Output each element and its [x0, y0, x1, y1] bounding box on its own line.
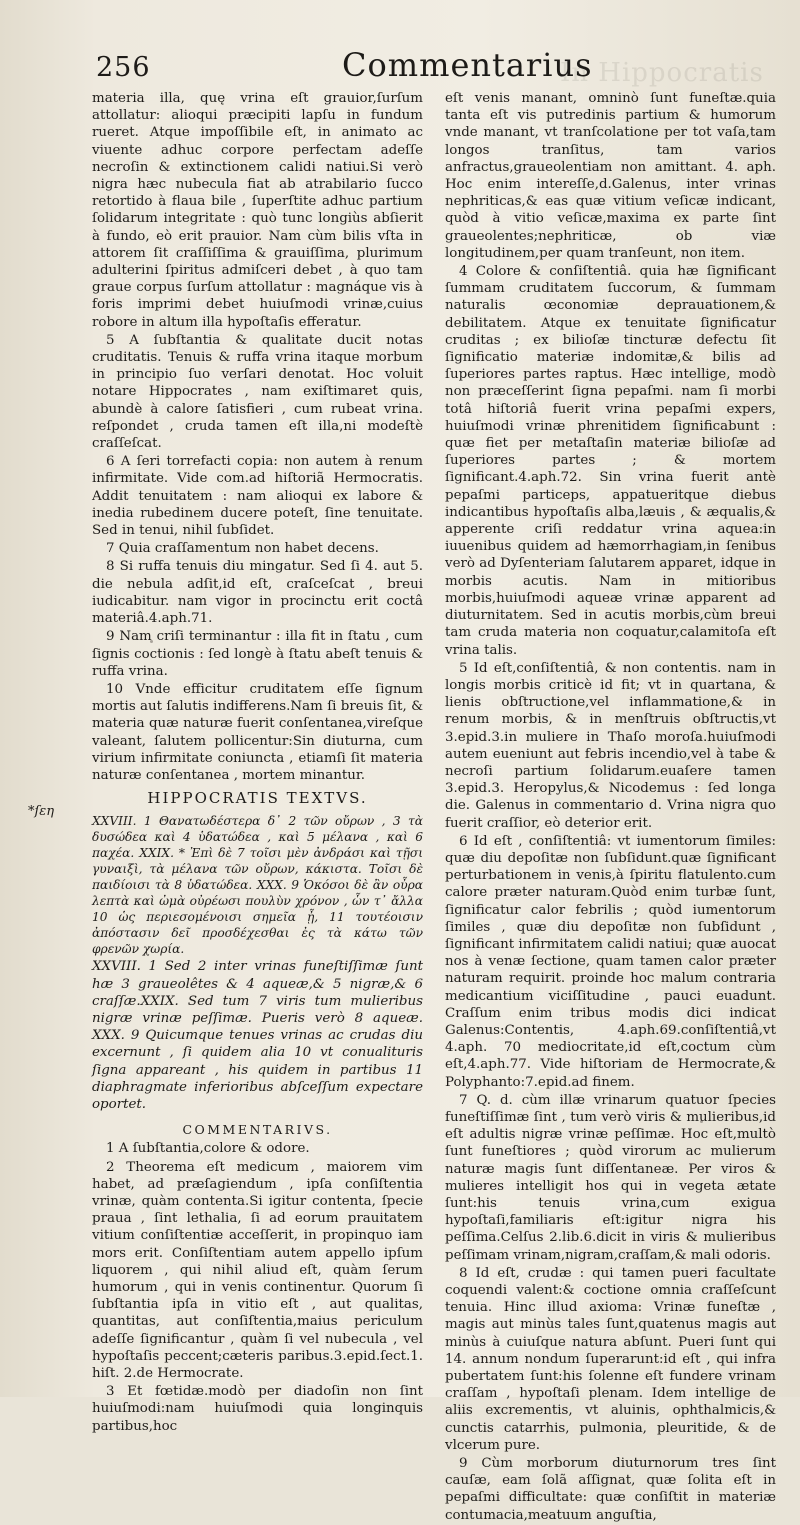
latin-translation: XXVIII. 1 Sed 2 inter vrinas funeſtiſſimæ ſunt hæ 3 graueolêtes & 4 aqueæ,& 5 nigræ,& 6 craſſæ.XXIX. Sed tum 7 viris tum mulieribus nigræ vrinæ peſſimæ. Pueris verò 8 aqueæ. XXX. 9 Quicumque tenues vrinas ac crudas diu excernunt , ſi quidem alia 10 vt conualituris ſigna appareant , his quidem in partibus 11 diaphragmate inferioribus abſceſſum expectare oportet. [92, 959, 423, 1112]
text-columns [92, 90, 776, 1525]
right-column [445, 90, 776, 1525]
paragraph: 9 Cùm morborum diuturnorum tres ſint cauſæ, eam ſolã aſſignat, quæ ſolita eſt in pepaſmi difficultate: quæ conſiſtit in materiæ contumacia,meatuum anguſtia, [445, 1456, 776, 1523]
paragraph: 8 Si ruffa tenuis diu mingatur. Sed ſi 4. aut 5. die nebula adſit,id eſt, craſceſcat , breui iudicabitur. nam vigor in procinctu erit coctâ materiâ.4.aph.71. [92, 559, 423, 627]
paragraph: 9 Nam criſi terminantur : illa fit in ſtatu , cum ſignis coctionis : ſed longè à ſtatu abeſt tenuis & ruffa vrina. [92, 629, 423, 679]
section-heading-commentarius: COMMENTARIVS. [182, 1122, 333, 1138]
ink-spot [150, 640, 153, 643]
paragraph: 5 A ſubſtantia & qualitate ducit notas cruditatis. Tenuis & ruffa vrina itaque morbum in principio ſuo verſari denotat. Hoc voluit notare Hippocrates , nam exiſtimaret quis, abundè à calore ſatisfieri , cum rubeat vrina. reſpondet , cruda tamen eſt illa,ni modeſtè craſſeſcat. [92, 332, 423, 452]
page-header [92, 42, 776, 88]
paragraph: 6 Id eſt , conſiſtentiâ: vt iumentorum ſimiles: quæ diu depoſitæ non ſubſidunt.quæ ſignificant perturbationem in venis,à ſpiritu flatulento.cum calore præter naturam.Quòd enim turbæ ſunt, ſignificatur calor febrilis ; quòd iumentorum ſimiles , quæ diu depoſitæ non ſubſidunt , ſignificant infirmitatem calidi natiui; quæ auocat nos à venæ ſectione, quam tamen calor præter naturam requirit. proinde hoc malum contraria medicantium viciſſitudine , pauci euadunt. Craſſum enim tribus modis dici indicat Galenus:Contentis, 4.aph.69.conſiſtentiâ,vt 4.aph. 70 mediocritate,id eſt,coctum cùm eſt,4.aph.77. Vide hiſtoriam de Hermocrate,& Polyphanto:7.epid.ad finem. [445, 833, 776, 1090]
paragraph: 6 A ſeri torrefacti copia: non autem à renum infirmitate. Vide com.ad hiſtoriã Hermocratis. Addit tenuitatem : nam alioqui ex labore & inedia rubedinem ducere poteſt, ſine tenuitate. Sed in tenui, nihil ſubſidet. [92, 454, 423, 539]
paragraph: materia illa, quę vrina eſt grauior,ſurſum attollatur: alioqui præcipiti lapſu in fundum rueret. Atque impoſſibile eſt, in animato ac viuente adhuc corpore perfectam adeſſe necroſin & extinctionem calidi natiui.Si verò nigra hæc nubecula fiat ab atrabilario ſucco retortido à flaua bile , ſuperſtite adhuc partium ſolidarum integritate : quò tunc longiùs abſierit à fundo, eò erit prauior. Nam cùm bilis vſta in attorem ſit craſſiſſima & grauiſſima, plurimum adulterini ſpiritus admiſceri debet , à quo tam graue corpus ſurſum attollatur : magnáque vis à foris imprimi debet huiuſmodi vrinæ,cuius robore in altum illa hypoſtaſis efferatur. [92, 91, 423, 330]
paragraph: 5 Id eſt,conſiſtentiâ, & non contentis. nam in longis morbis criticè id fit; vt in quartana, & lienis obſtructione,vel inflammatione,& in renum morbis, & in menſtruis obſtructis,vt 3.epid.3.in muliere in Thaſo moroſa.huiuſmodi autem eueniunt aut febris incendio,vel à tabe & necroſi partium ſolidarum.euaſere tamen 3.epid.3. Heropylus,& Nicodemus : ſed longa die. Galenus in commentario d. Vrina nigra quo fuerit craſſior, eò deterior erit. [445, 660, 776, 831]
paragraph: 7 Quia craſſamentum non habet decens. [106, 541, 379, 557]
bleed-through-text: In Hippocratis [560, 58, 764, 88]
page-number: 256 [96, 52, 151, 83]
paragraph: eſt venis manant, omninò ſunt funeſtæ.quia tanta eſt vis putredinis partium & humorum vnde manant, vt tranſcolatione per tot vaſa,tam longos tranſitus, tam varios anfractus,graueolentiam non amittant. 4. aph. Hoc enim intereſſe,d.Galenus, inter vrinas nephriticas,& eas quæ vitium veſicæ indicant, quòd à vitio veſicæ,maxima ex parte ſint graueolentes;nephriticæ, ob viæ longitudinem,per quam tranſeunt, non item. [445, 91, 776, 261]
paragraph: 10 Vnde efficitur cruditatem eſſe ſignum mortis aut ſalutis indifferens.Nam ſi breuis ſit, & materia quæ naturæ fuerit conſentanea,vireſque valeant, ſalutem pollicentur:Sin diuturna, cum virium infirmitate coniuncta , etiamſi ſit materia naturæ conſentanea , mortem minantur. [92, 681, 423, 783]
paragraph: 7 Q. d. cùm illæ vrinarum quatuor ſpecies funeſtiſſimæ ſint , tum verò viris & mulieribus,id eſt adultis nigræ vrinæ peſſimæ. Hoc eſt,multò ſunt funeſtiores ; quòd virorum ac mulierum naturæ magis ſunt diſſentaneæ. Per viros & mulieres intelligit hos qui in vegeta ætate ſunt:his tenuis vrina,cum exigua hypoſtaſi,familiaris eſt:igitur nigra his peſſima.Celſus 2.lib.6.dicit in viris & mulieribus peſſimam vrinam,nigram,craſſam,& mali odoris. [445, 1092, 776, 1263]
margin-note: *ſεη [28, 804, 55, 819]
paragraph: 3 Et fœtidæ.modò per diadoſin non ſint huiuſmodi:nam huiuſmodi quia longinquis partibus,hoc [92, 1384, 423, 1434]
paragraph: 2 Theorema eſt medicum , maiorem vim habet, ad præſagiendum , ipſa conſiſtentia vrinæ, quàm contenta.Si igitur contenta, ſpecie praua , ſint lethalia, ſi ad eorum prauitatem vitium conſiſtentiæ acceſſerit, in propinquo iam mors erit. Conſiſtentiam autem appello ipſum liquorem , qui nihil aliud eſt, quàm ſerum humorum , qui in venis continentur. Quorum ſi ſubſtantia ipſa in vitio eſt , aut qualitas, quantitas, aut conſiſtentia,maius periculum adeſſe ſignificantur , quàm ſi vel nubecula , vel hypoſtaſis peccent;cæteris paribus.3.epid.ſect.1. hiſt. 2.de Hermocrate. [92, 1159, 423, 1381]
paragraph: 4 Colore & conſiſtentiâ. quia hæ ſignificant ſummam cruditatem ſuccorum, & ſummam naturalis œconomiæ deprauationem,& debilitatem. Atque ex tenuitate ſignificatur cruditas ; ex bilioſæ tincturæ defectu ſit ſignificatio materiæ indomitæ,& bilis ad ſuperiores partes raptus. Hæc intellige, modò non præceſſerint ſigna pepaſmi. nam ſi morbi totâ hiſtoriâ fuerit vrina pepaſmi expers, huiuſmodi vrinæ phrenitidem ſignificabunt : quæ fiet per metaſtaſin materiæ bilioſæ ad ſuperiores partes ; & mortem ſignificant.4.aph.72. Sin vrina fuerit antè pepaſmi particeps, appatueritque diebus indicantibus hypoſtaſis alba,læuis , & æqualis,& apperente criſi reddatur vrina aquea:in iuuenibus quidem ad hæmorrhagiam,in ſenibus verò ad Dyſenteriam ſalutarem apparet, idque in morbis acutis. Nam in mitioribus morbis,huiuſmodi aqueæ vrinæ apparent ad diuturnitatem. Sed in acutis morbis,cùm breui tam cruda materia non coquatur,calamitoſa eſt vrina talis. [445, 264, 776, 658]
paragraph: 8 Id eſt, crudæ : qui tamen pueri facultate coquendi valent:& coctione omnia craſſeſcunt tenuia. Hinc illud axioma: Vrinæ funeſtæ , magis aut minùs tales ſunt,quatenus magis aut minùs à cuiuſque natura abſunt. Pueri ſunt qui 14. annum nondum ſuperarunt:id eſt , qui infra pubertatem ſunt:his ſolenne eſt fundere vrinam craſſam , hypoſtaſi plenam. Idem intellige de aliis excrementis, vt aluinis, ophthalmicis,& cunctis catarrhis, pulmonia, pleuritide, & de vlcerum pure. [445, 1265, 776, 1453]
left-column [92, 90, 423, 1525]
paragraph: 1 A ſubſtantia,colore & odore. [106, 1141, 310, 1157]
greek-text: XXVIII. 1 Θανατωδέστερα δ᾽ 2 τῶν οὔρων , 3 τὰ δυσώδεα καὶ 4 ὑδατώδεα , καὶ 5 μέλανα , καὶ 6 παχέα. XXIX. * Ἐπὶ δὲ 7 τοῖσι μὲν ἀνδράσι καὶ τῇσι γυναιξὶ, τὰ μέλανα τῶν οὔρων, κάκιστα. Τοῖσι δὲ παιδίοισι τὰ 8 ὑδατώδεα. XXX. 9 Ὁκόσοι δὲ ἂν οὖρα λεπτὰ καὶ ὠμὰ οὐρέωσι πουλὺν χρόνον , ὧν τ᾽ ἄλλα 10 ὡς περιεσομένοισι σημεῖα ᾖ, 11 τουτέοισιν ἀπόστασιν δεῖ προσδέχεσθαι ἐς τὰ κάτω τῶν φρενῶν χωρία. [92, 814, 423, 957]
running-title: Commentarius [342, 46, 593, 84]
section-heading-hippocratis: HIPPOCRATIS TEXTVS. [147, 789, 368, 808]
ink-spot [700, 1120, 703, 1123]
